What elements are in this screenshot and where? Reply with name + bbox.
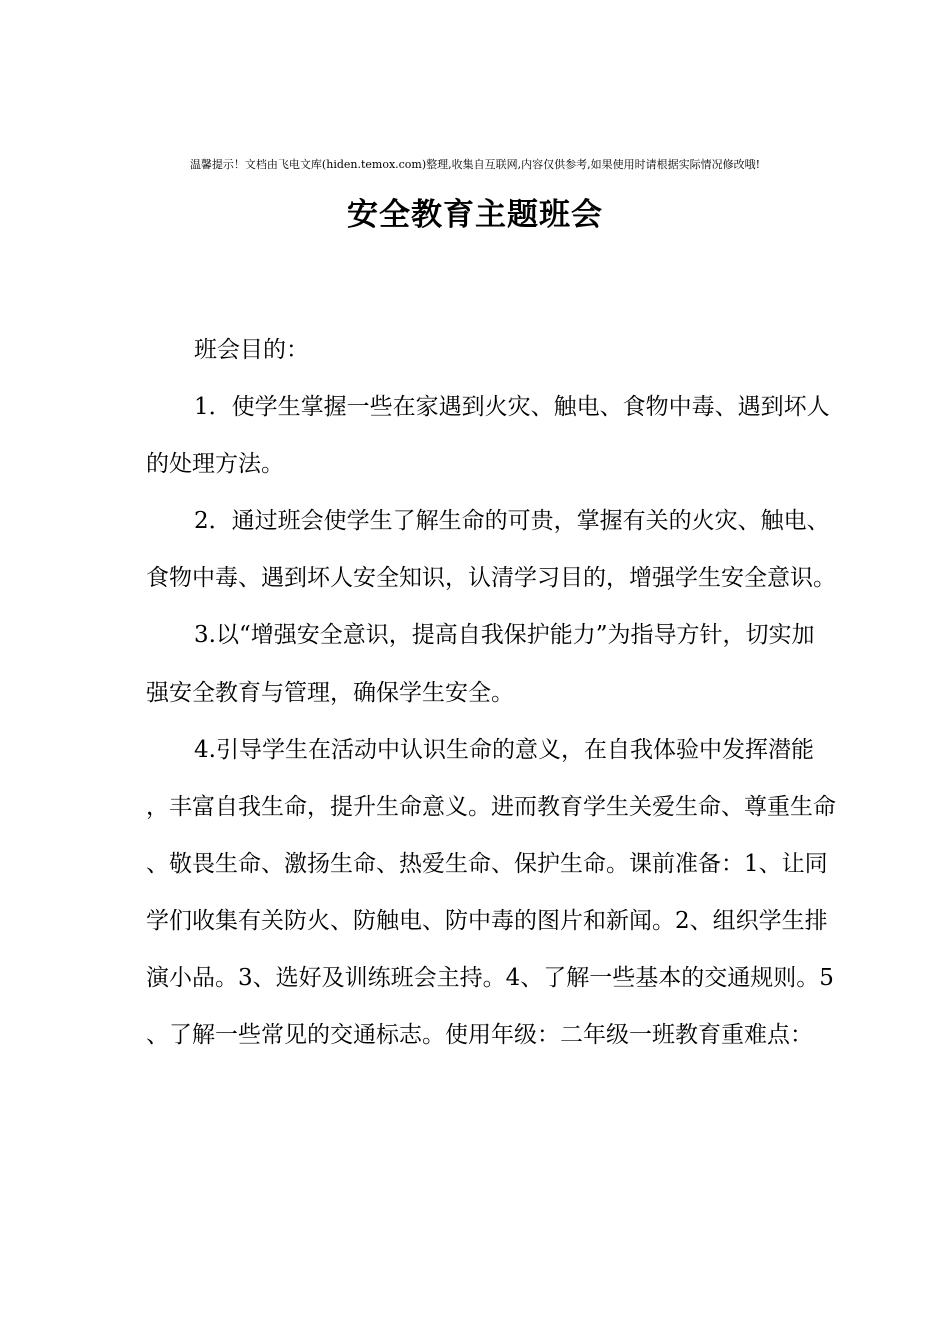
paragraph-item-4: 4.引导学生在活动中认识生命的意义，在自我体验中发挥潜能，丰富自我生命，提升生命意义。进而教育学生关爱生命、尊重生命、敬畏生命、激扬生命、热爱生命、保护生命。课前准备：1、让同学们收集有关防火、防触电、防中毒的图片和新闻。2、组织学生排演小品。3、选好及训练班会主持。4、了解一些基本的交通规则。5、了解一些常见的交通标志。使用年级：二年级一班教育重难点： bbox=[146, 736, 836, 1049]
header-notice: 温馨提示！文档由飞电文库(hiden.temox.com)整理,收集自互联网,内容仅供参考,如果使用时请根据实际情况修改哦! bbox=[189, 158, 761, 171]
document-body bbox=[146, 322, 836, 1064]
paragraph-item-2: 2．通过班会使学生了解生命的可贵，掌握有关的火灾、触电、食物中毒、遇到坏人安全知识，认清学习目的，增强学生安全意识。 bbox=[146, 508, 836, 592]
paragraph-item-3: 3.以“增强安全意识，提高自我保护能力”为指导方针，切实加强安全教育与管理，确保学生安全。 bbox=[146, 622, 815, 706]
paragraph-item-1: 1．使学生掌握一些在家遇到火灾、触电、食物中毒、遇到坏人的处理方法。 bbox=[146, 394, 830, 478]
paragraph-purpose-heading: 班会目的： bbox=[194, 337, 309, 363]
document-title: 安全教育主题班会 bbox=[347, 197, 603, 233]
